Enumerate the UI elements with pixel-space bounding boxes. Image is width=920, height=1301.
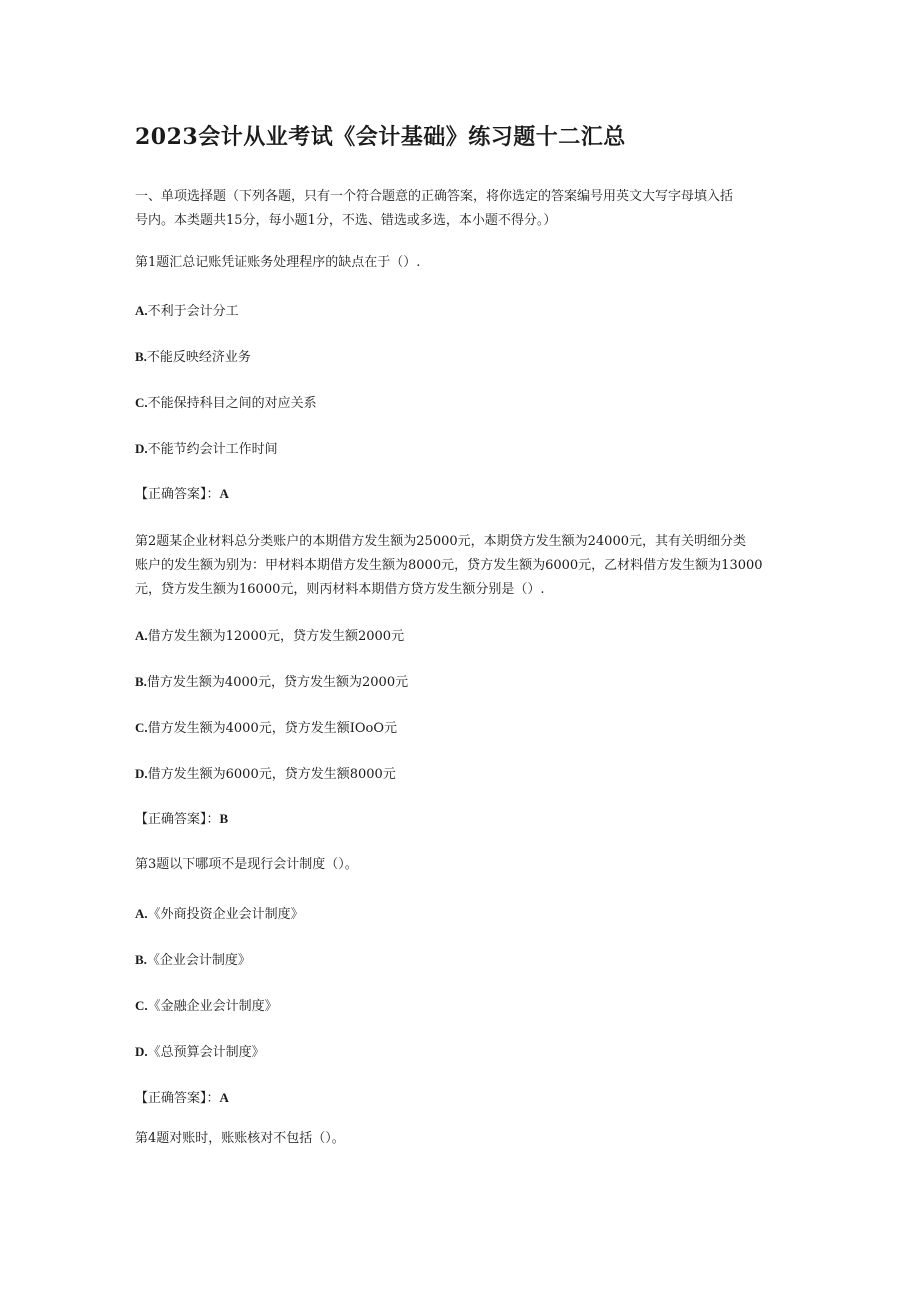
option-letter: B. — [135, 952, 147, 967]
answer-option — [135, 440, 278, 459]
answer-option — [135, 1043, 265, 1062]
answer-label: 【正确答案】： — [135, 812, 220, 827]
option-text: 《企业会计制度》 — [146, 953, 251, 968]
answer-value: A — [219, 486, 229, 501]
option-text: 不能节约会计工作时间 — [147, 442, 278, 457]
answer-option — [135, 951, 251, 970]
option-letter: C. — [135, 395, 148, 410]
answer-option — [135, 394, 317, 413]
correct-answer — [135, 485, 229, 504]
question-stem — [135, 530, 785, 597]
section-intro — [135, 185, 785, 228]
answer-option — [135, 302, 239, 321]
answer-label: 【正确答案】： — [135, 1091, 220, 1106]
option-text: 借方发生额为12000元，贷方发生额2000元 — [147, 629, 405, 644]
option-letter: B. — [135, 349, 147, 364]
question-stem-line: 元，贷方发生额为16000元，则丙材料本期借方贷方发生额分别是（）. — [135, 582, 545, 597]
option-text: 借方发生额为6000元，贷方发生额8000元 — [147, 767, 396, 782]
option-text: 不利于会计分工 — [147, 304, 239, 319]
question-stem-line: 账户的发生额为别为：甲材料本期借方发生额为8000元，贷方发生额为6000元，乙材料借方发生额为13000 — [135, 558, 763, 573]
option-letter: A. — [135, 906, 148, 921]
correct-answer — [135, 810, 228, 829]
option-letter: C. — [135, 720, 148, 735]
intro-line: 号内。本类题共15分，每小题1分，不选、错选或多选，本小题不得分。） — [135, 213, 557, 228]
answer-option — [135, 905, 304, 924]
question-stem: 第3题以下哪项不是现行会计制度（）。 — [135, 857, 358, 872]
option-text: 《总预算会计制度》 — [147, 1045, 265, 1060]
intro-line: 一、单项选择题（下列各题，只有一个符合题意的正确答案，将你选定的答案编号用英文大写字母填入括 — [135, 189, 734, 204]
answer-option — [135, 673, 408, 692]
correct-answer — [135, 1089, 229, 1108]
option-letter: D. — [135, 1044, 148, 1059]
question-stem-line: 第2题某企业材料总分类账户的本期借方发生额为25000元，本期贷方发生额为24000元，其有关明细分类 — [135, 534, 746, 549]
option-text: 《金融企业会计制度》 — [147, 999, 278, 1014]
answer-label: 【正确答案】： — [135, 487, 220, 502]
option-letter: D. — [135, 441, 148, 456]
option-text: 不能保持科目之间的对应关系 — [147, 396, 317, 411]
option-text: 《外商投资企业会计制度》 — [147, 907, 304, 922]
answer-option — [135, 627, 404, 646]
option-letter: B. — [135, 674, 147, 689]
option-letter: D. — [135, 766, 148, 781]
answer-value: B — [219, 811, 229, 826]
answer-value: A — [219, 1090, 229, 1105]
question-stem: 第1题汇总记账凭证账务处理程序的缺点在于（）. — [135, 255, 421, 270]
answer-option — [135, 765, 396, 784]
option-text: 借方发生额为4000元，贷方发生额为2000元 — [146, 675, 409, 690]
question-stem: 第4题对账时，账账核对不包括（）。 — [135, 1131, 345, 1146]
answer-option — [135, 348, 251, 367]
option-letter: A. — [135, 303, 148, 318]
option-text: 不能反映经济业务 — [146, 350, 251, 365]
document-title: 2023会计从业考试《会计基础》练习题十二汇总 — [135, 124, 626, 150]
option-letter: A. — [135, 628, 148, 643]
option-text: 借方发生额为4000元，贷方发生额IOoO元 — [147, 721, 398, 736]
answer-option — [135, 719, 397, 738]
answer-option — [135, 997, 278, 1016]
option-letter: C. — [135, 998, 148, 1013]
